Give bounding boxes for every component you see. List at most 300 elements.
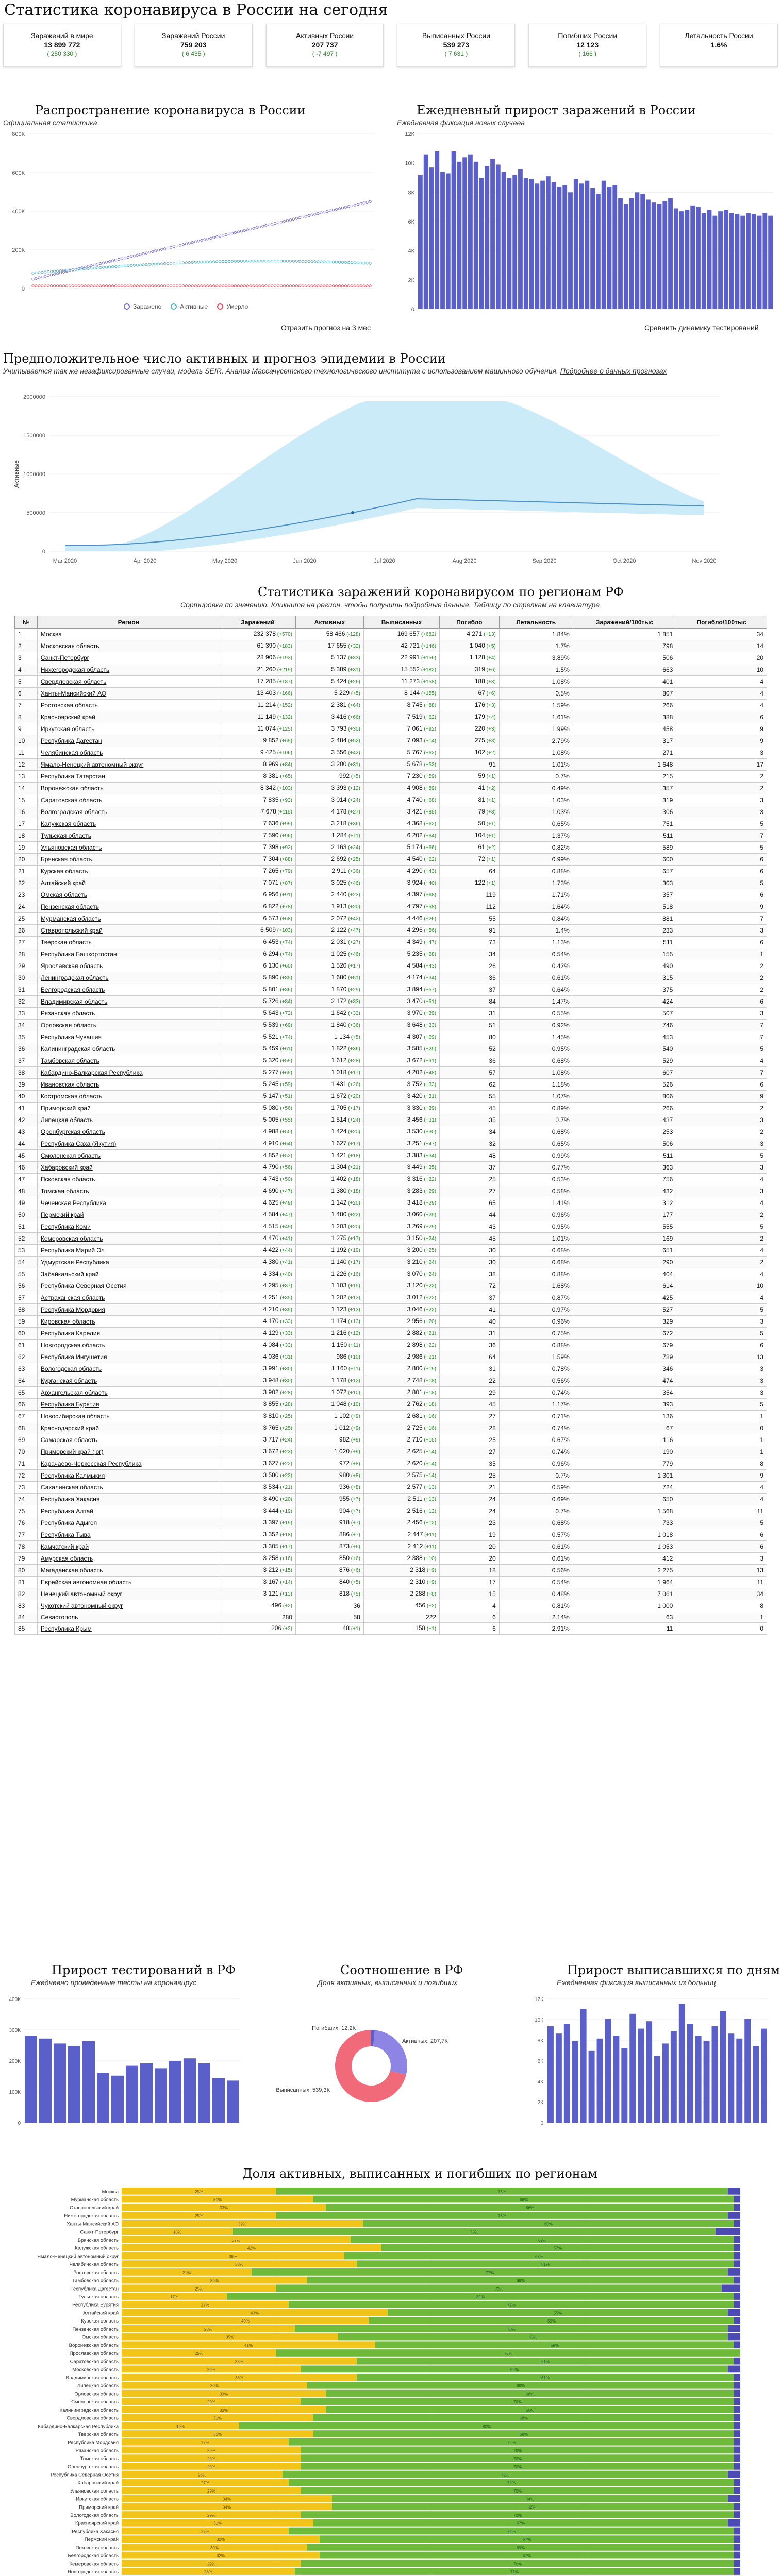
region-link[interactable] xyxy=(37,1387,220,1399)
region-link[interactable] xyxy=(37,1268,220,1280)
table-cell xyxy=(15,1174,38,1185)
table-cell xyxy=(573,996,676,1008)
table-row[interactable] xyxy=(15,1245,767,1257)
infected-point xyxy=(204,239,206,241)
region-link[interactable] xyxy=(37,1470,220,1482)
table-cell xyxy=(573,1612,676,1623)
share-region-label: Оренбургская область xyxy=(68,2464,119,2470)
bar xyxy=(547,2026,554,2123)
table-cell xyxy=(440,1470,500,1482)
region-link[interactable] xyxy=(37,1020,220,1031)
cell-value: 4 790 xyxy=(263,1163,279,1171)
table-row[interactable] xyxy=(15,1434,767,1446)
region-link[interactable] xyxy=(37,1328,220,1340)
cell-value: 0.7% xyxy=(555,773,570,780)
table-cell xyxy=(220,925,295,937)
daily-bar xyxy=(757,216,762,309)
table-cell xyxy=(499,1340,573,1351)
daily-bar xyxy=(607,187,612,309)
table-row[interactable] xyxy=(15,1031,767,1043)
table-row[interactable] xyxy=(15,913,767,925)
cell-value: 3 200 xyxy=(331,760,347,768)
region-link[interactable] xyxy=(37,1529,220,1541)
legend-active[interactable] xyxy=(171,303,208,310)
column-header[interactable]: Выписанных xyxy=(363,616,439,629)
cell-value: 5 xyxy=(760,1045,763,1053)
x-tick-label: Apr 2020 xyxy=(133,558,157,564)
region-link[interactable] xyxy=(37,984,220,996)
cell-value: 55 xyxy=(18,1270,25,1278)
region-link[interactable] xyxy=(37,747,220,759)
region-link[interactable] xyxy=(37,1245,220,1257)
region-link[interactable] xyxy=(37,1185,220,1197)
table-row[interactable] xyxy=(15,984,767,996)
dead-point xyxy=(32,285,34,287)
region-link[interactable] xyxy=(37,1588,220,1600)
cell-value: 41 xyxy=(478,784,485,791)
table-cell xyxy=(499,1553,573,1565)
region-link[interactable] xyxy=(37,1174,220,1185)
region-link[interactable] xyxy=(37,1221,220,1233)
column-header[interactable]: № xyxy=(15,616,38,629)
region-link[interactable] xyxy=(37,1209,220,1221)
table-row[interactable] xyxy=(15,1209,767,1221)
region-link[interactable] xyxy=(37,1197,220,1209)
region-link[interactable] xyxy=(37,1340,220,1351)
cell-value: 37 xyxy=(18,1057,25,1064)
table-row[interactable] xyxy=(15,937,767,948)
region-link[interactable] xyxy=(37,1067,220,1079)
table-row[interactable] xyxy=(15,1268,767,1280)
table-row[interactable] xyxy=(15,1446,767,1458)
table-cell xyxy=(573,1505,676,1517)
table-row[interactable] xyxy=(15,664,767,676)
table-cell xyxy=(676,972,767,984)
cell-delta: (+19) xyxy=(346,1248,360,1253)
table-row[interactable] xyxy=(15,771,767,783)
region-link[interactable] xyxy=(37,1434,220,1446)
share-recovered-value: 59% xyxy=(547,2319,556,2324)
legend-infected[interactable] xyxy=(124,303,161,310)
table-row[interactable] xyxy=(15,1411,767,1422)
table-row[interactable] xyxy=(15,1079,767,1091)
region-link[interactable] xyxy=(37,806,220,818)
table-row[interactable] xyxy=(15,889,767,901)
cell-value: 24 xyxy=(489,1507,496,1515)
cell-delta: (+166) xyxy=(276,691,292,697)
region-link[interactable] xyxy=(37,960,220,972)
table-cell xyxy=(220,901,295,913)
cell-delta: (+2) xyxy=(485,750,496,756)
table-row[interactable] xyxy=(15,1387,767,1399)
forecast-toggle-link[interactable]: Отразить прогноз на 3 мес xyxy=(281,324,371,332)
cell-value: 1 134 xyxy=(334,1033,350,1040)
table-row[interactable] xyxy=(15,1577,767,1588)
region-link[interactable] xyxy=(37,640,220,652)
share-region-label: Воронежская область xyxy=(69,2343,119,2349)
cell-value: 4 584 xyxy=(263,1211,279,1218)
cell-value: Вологодская область xyxy=(40,1365,102,1372)
table-row[interactable] xyxy=(15,1529,767,1541)
region-link[interactable] xyxy=(37,1411,220,1422)
cell-delta: (+31) xyxy=(422,1094,437,1099)
share-region-label: Саратовская область xyxy=(70,2359,119,2365)
active-point xyxy=(344,261,346,263)
table-row[interactable] xyxy=(15,901,767,913)
table-cell xyxy=(440,1399,500,1411)
table-row[interactable] xyxy=(15,1103,767,1114)
region-link[interactable] xyxy=(37,1600,220,1612)
table-row[interactable] xyxy=(15,676,767,688)
share-bar-dead xyxy=(728,2471,740,2478)
cell-value: 50 xyxy=(18,1211,25,1218)
region-link[interactable] xyxy=(37,1304,220,1316)
cell-delta: (+31) xyxy=(346,667,360,673)
region-link[interactable] xyxy=(37,1375,220,1387)
column-header[interactable]: Регион xyxy=(37,616,220,629)
region-link[interactable] xyxy=(37,1150,220,1162)
active-point xyxy=(182,262,184,264)
table-row[interactable] xyxy=(15,1221,767,1233)
table-row[interactable] xyxy=(15,1280,767,1292)
cell-delta: (+1) xyxy=(485,880,496,886)
table-row[interactable] xyxy=(15,1340,767,1351)
table-row[interactable] xyxy=(15,1351,767,1363)
column-header[interactable]: Погибло/100тыс xyxy=(676,616,767,629)
share-active-value: 31% xyxy=(213,2521,222,2526)
table-cell xyxy=(295,984,363,996)
table-cell xyxy=(573,972,676,984)
table-row[interactable] xyxy=(15,1399,767,1411)
table-row[interactable] xyxy=(15,1612,767,1623)
table-cell xyxy=(573,1209,676,1221)
cell-value: 2 516 xyxy=(407,1507,423,1514)
column-header[interactable]: Заражений/100тыс xyxy=(573,616,676,629)
region-link[interactable] xyxy=(37,1541,220,1553)
region-link[interactable] xyxy=(37,925,220,937)
region-link[interactable] xyxy=(37,1363,220,1375)
region-link[interactable] xyxy=(37,1517,220,1529)
cell-value: 876 xyxy=(339,1566,350,1573)
cell-value: 1 705 xyxy=(331,1104,347,1111)
region-link[interactable] xyxy=(37,854,220,866)
table-row[interactable] xyxy=(15,711,767,723)
table-cell xyxy=(363,1316,439,1328)
dead-point xyxy=(253,285,255,287)
table-row[interactable] xyxy=(15,830,767,842)
infected-point xyxy=(369,200,371,202)
region-link[interactable] xyxy=(37,877,220,889)
cell-value: 1 174 xyxy=(331,1317,347,1325)
column-header[interactable]: Заражений xyxy=(220,616,295,629)
table-row[interactable] xyxy=(15,747,767,759)
table-row[interactable] xyxy=(15,1138,767,1150)
table-row[interactable] xyxy=(15,1600,767,1612)
cell-delta: (+91) xyxy=(278,892,292,898)
region-link[interactable] xyxy=(37,771,220,783)
table-row[interactable] xyxy=(15,735,767,747)
table-cell xyxy=(363,794,439,806)
tests-compare-link[interactable]: Сравнить динамику тестирований xyxy=(644,324,759,332)
region-link[interactable] xyxy=(37,1623,220,1635)
cell-delta: (+40) xyxy=(422,880,437,886)
table-row[interactable] xyxy=(15,1067,767,1079)
region-link[interactable] xyxy=(37,700,220,711)
cell-value: 2 xyxy=(760,974,763,981)
cell-value: 2 xyxy=(760,1105,763,1112)
region-link[interactable] xyxy=(37,629,220,640)
table-row[interactable] xyxy=(15,759,767,771)
cell-delta: (+7) xyxy=(350,1509,360,1514)
table-row[interactable] xyxy=(15,1197,767,1209)
region-link[interactable] xyxy=(37,996,220,1008)
table-row[interactable] xyxy=(15,1422,767,1434)
cell-value: 37 xyxy=(489,986,496,993)
table-row[interactable] xyxy=(15,1114,767,1126)
table-cell xyxy=(220,652,295,664)
daily-bar xyxy=(529,179,534,309)
table-row[interactable] xyxy=(15,1363,767,1375)
cell-value: 1 020 xyxy=(334,1448,350,1455)
table-row[interactable] xyxy=(15,996,767,1008)
table-row[interactable] xyxy=(15,1162,767,1174)
table-row[interactable] xyxy=(15,1233,767,1245)
table-row[interactable] xyxy=(15,1517,767,1529)
table-row[interactable] xyxy=(15,948,767,960)
cell-value: 2 484 xyxy=(331,737,347,744)
column-header[interactable]: Активных xyxy=(295,616,363,629)
region-link[interactable] xyxy=(37,723,220,735)
region-link[interactable] xyxy=(37,1043,220,1055)
table-row[interactable] xyxy=(15,806,767,818)
table-cell xyxy=(363,1174,439,1185)
cell-delta: (+86) xyxy=(278,987,292,993)
region-link[interactable] xyxy=(37,1351,220,1363)
card-world-infected xyxy=(3,24,121,67)
table-row[interactable] xyxy=(15,794,767,806)
table-cell xyxy=(15,1079,38,1091)
table-row[interactable] xyxy=(15,1565,767,1577)
cell-value: 6 573 xyxy=(263,914,279,922)
table-cell xyxy=(15,1031,38,1043)
region-link[interactable] xyxy=(37,759,220,771)
region-link[interactable] xyxy=(37,842,220,854)
region-link[interactable] xyxy=(37,652,220,664)
active-point xyxy=(99,266,102,268)
dead-point xyxy=(103,285,105,287)
table-row[interactable] xyxy=(15,1257,767,1268)
table-cell xyxy=(295,1482,363,1494)
region-link[interactable] xyxy=(37,1565,220,1577)
table-row[interactable] xyxy=(15,1055,767,1067)
table-cell xyxy=(676,1399,767,1411)
table-cell xyxy=(295,1541,363,1553)
cell-delta: (+1) xyxy=(485,857,496,862)
cell-value: 0.5% xyxy=(555,690,570,697)
share-bar-dead xyxy=(734,2454,740,2462)
region-link[interactable] xyxy=(37,735,220,747)
table-row[interactable] xyxy=(15,1623,767,1635)
region-link[interactable] xyxy=(37,972,220,984)
region-link[interactable] xyxy=(37,1126,220,1138)
cell-value: Чукотский автономный округ xyxy=(40,1602,123,1609)
region-link[interactable] xyxy=(37,783,220,794)
region-link[interactable] xyxy=(37,1079,220,1091)
region-link[interactable] xyxy=(37,1103,220,1114)
column-header[interactable]: Летальность xyxy=(499,616,573,629)
table-row[interactable] xyxy=(15,818,767,830)
table-row[interactable] xyxy=(15,783,767,794)
cell-value: 0.68% xyxy=(552,1247,570,1254)
region-link[interactable] xyxy=(37,711,220,723)
y-tick-label: 2К xyxy=(537,2100,543,2106)
cell-value: 18 xyxy=(18,832,25,839)
region-link[interactable] xyxy=(37,1505,220,1517)
table-row[interactable] xyxy=(15,1008,767,1020)
table-row[interactable] xyxy=(15,1304,767,1316)
cell-delta: (+10) xyxy=(422,1556,437,1562)
legend-dead[interactable] xyxy=(217,303,248,310)
region-link[interactable] xyxy=(37,937,220,948)
cell-delta: (+13) xyxy=(346,1319,360,1325)
region-link[interactable] xyxy=(37,1138,220,1150)
table-row[interactable] xyxy=(15,1150,767,1162)
cell-delta: (+3) xyxy=(485,679,496,685)
region-link[interactable] xyxy=(37,1091,220,1103)
active-point xyxy=(191,261,193,263)
cell-delta: (+66) xyxy=(422,845,437,851)
cell-value: 9 852 xyxy=(263,737,279,744)
table-row[interactable] xyxy=(15,688,767,700)
region-link[interactable] xyxy=(37,1482,220,1494)
cell-value: 1.7% xyxy=(555,642,570,650)
region-link[interactable] xyxy=(37,1316,220,1328)
table-cell xyxy=(295,1031,363,1043)
region-link[interactable] xyxy=(37,1280,220,1292)
table-row[interactable] xyxy=(15,1126,767,1138)
ratio-subtitle: Доля активных, выписанных и погибших xyxy=(318,1978,458,1987)
cell-delta: (+49) xyxy=(278,1200,292,1206)
cell-value: 4 xyxy=(760,1484,763,1491)
region-link[interactable] xyxy=(37,830,220,842)
region-link[interactable] xyxy=(37,676,220,688)
region-link[interactable] xyxy=(37,1162,220,1174)
region-link[interactable] xyxy=(37,688,220,700)
region-link[interactable] xyxy=(37,1031,220,1043)
table-row[interactable] xyxy=(15,1091,767,1103)
table-cell xyxy=(499,1079,573,1091)
region-link[interactable] xyxy=(37,1399,220,1411)
table-row[interactable] xyxy=(15,960,767,972)
table-row[interactable] xyxy=(15,1494,767,1505)
table-row[interactable] xyxy=(15,1292,767,1304)
share-recovered-value: 68% xyxy=(519,2432,528,2437)
regions-title: Статистика заражений коронавирусом по регионам РФ xyxy=(258,585,624,599)
table-cell xyxy=(499,629,573,640)
table-row[interactable] xyxy=(15,723,767,735)
region-link[interactable] xyxy=(37,1458,220,1470)
cell-delta: (+28) xyxy=(346,1058,360,1064)
region-link[interactable] xyxy=(37,948,220,960)
share-active-value: 37% xyxy=(231,2238,241,2243)
table-row[interactable] xyxy=(15,866,767,877)
region-link[interactable] xyxy=(37,901,220,913)
bar xyxy=(155,2068,167,2123)
table-row[interactable] xyxy=(15,1328,767,1340)
table-row[interactable] xyxy=(15,1043,767,1055)
region-link[interactable] xyxy=(37,664,220,676)
region-link[interactable] xyxy=(37,1553,220,1565)
region-link[interactable] xyxy=(37,1055,220,1067)
table-row[interactable] xyxy=(15,1588,767,1600)
table-row[interactable] xyxy=(15,1470,767,1482)
forecast-details-link[interactable]: Подробнее о данных прогнозах xyxy=(560,367,667,375)
table-row[interactable] xyxy=(15,972,767,984)
card-russia-lethality xyxy=(660,24,778,67)
region-link[interactable] xyxy=(37,1446,220,1458)
region-link[interactable] xyxy=(37,1257,220,1268)
infected-point xyxy=(228,233,230,235)
region-link[interactable] xyxy=(37,1292,220,1304)
table-row[interactable] xyxy=(15,629,767,640)
table-cell xyxy=(573,1091,676,1103)
table-row[interactable] xyxy=(15,640,767,652)
shares-title: Доля активных, выписанных и погибших по регионам xyxy=(242,2166,597,2181)
region-link[interactable] xyxy=(37,1612,220,1623)
table-row[interactable] xyxy=(15,1458,767,1470)
table-cell xyxy=(573,664,676,676)
region-link[interactable] xyxy=(37,794,220,806)
table-row[interactable] xyxy=(15,842,767,854)
table-row[interactable] xyxy=(15,1020,767,1031)
region-link[interactable] xyxy=(37,913,220,925)
table-row[interactable] xyxy=(15,1185,767,1197)
region-link[interactable] xyxy=(37,1008,220,1020)
table-row[interactable] xyxy=(15,652,767,664)
column-header[interactable]: Погибло xyxy=(440,616,500,629)
table-row[interactable] xyxy=(15,1482,767,1494)
table-row[interactable] xyxy=(15,1505,767,1517)
region-link[interactable] xyxy=(37,1494,220,1505)
table-row[interactable] xyxy=(15,1174,767,1185)
table-row[interactable] xyxy=(15,700,767,711)
daily-bar xyxy=(562,185,567,309)
table-row[interactable] xyxy=(15,1316,767,1328)
cell-value: 4 202 xyxy=(407,1069,423,1076)
region-link[interactable] xyxy=(37,1233,220,1245)
region-link[interactable] xyxy=(37,1577,220,1588)
dead-point xyxy=(231,285,233,287)
cell-value: 72 xyxy=(489,1282,496,1290)
active-point xyxy=(47,270,49,273)
region-link[interactable] xyxy=(37,866,220,877)
table-row[interactable] xyxy=(15,1553,767,1565)
cell-value: 986 xyxy=(336,1353,347,1360)
region-link[interactable] xyxy=(37,1114,220,1126)
table-row[interactable] xyxy=(15,877,767,889)
region-link[interactable] xyxy=(37,818,220,830)
table-row[interactable] xyxy=(15,925,767,937)
table-row[interactable] xyxy=(15,854,767,866)
table-cell xyxy=(15,1245,38,1257)
table-row[interactable] xyxy=(15,1541,767,1553)
region-link[interactable] xyxy=(37,1422,220,1434)
cell-value: 21 xyxy=(489,1484,496,1491)
cell-value: 798 xyxy=(662,642,673,650)
table-row[interactable] xyxy=(15,1375,767,1387)
daily-bar xyxy=(602,181,606,309)
region-link[interactable] xyxy=(37,889,220,901)
